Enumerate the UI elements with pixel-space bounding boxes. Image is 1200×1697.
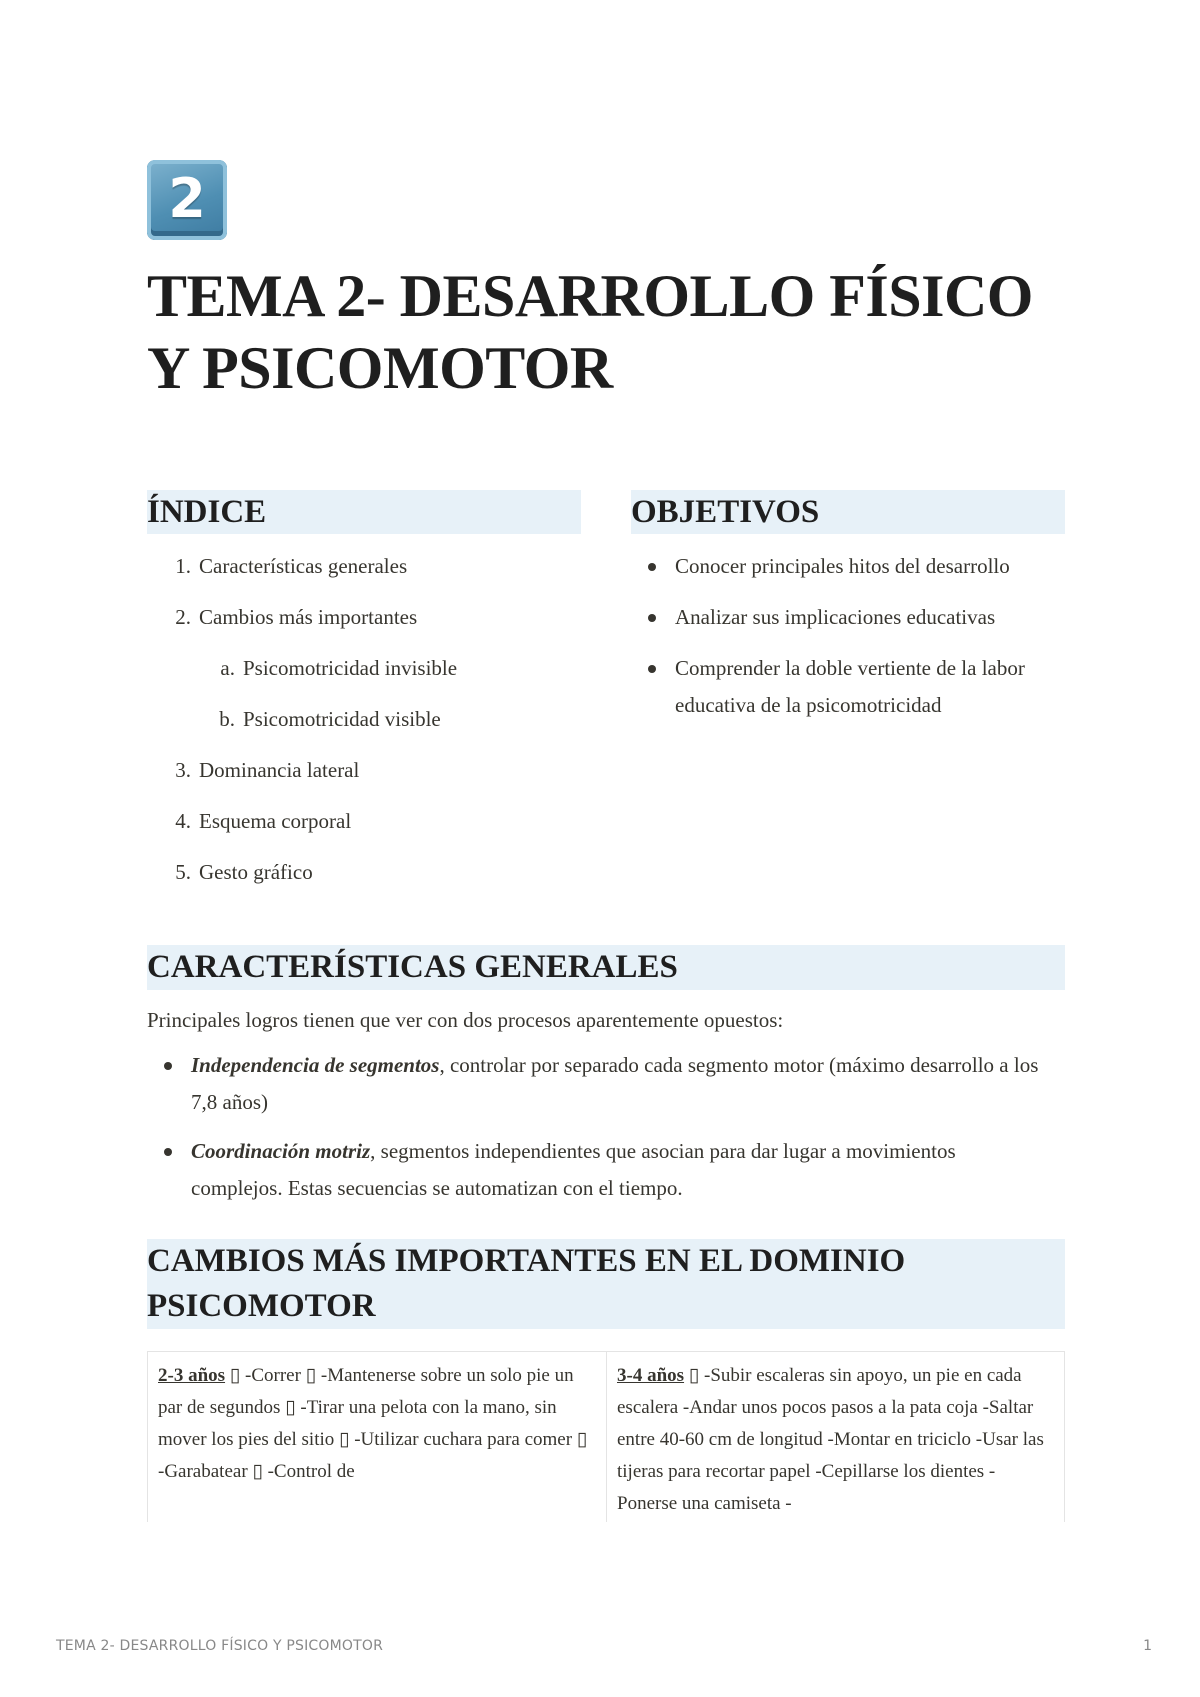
indice-list <box>147 548 581 891</box>
list-text: Esquema corporal <box>199 809 352 833</box>
age-label: 2-3 años <box>158 1365 226 1386</box>
objetivos-list <box>631 548 1065 724</box>
footer-title: TEMA 2- DESARROLLO FÍSICO Y PSICOMOTOR <box>56 1638 384 1654</box>
page-number: 1 <box>1143 1638 1152 1654</box>
bullet-text: , segmentos independientes que asocian para dar lugar a movimientos <box>370 1139 956 1163</box>
bullet-term: Coordinación motriz <box>191 1139 371 1163</box>
list-text: Psicomotricidad visible <box>243 707 441 731</box>
list-number: 5. <box>175 860 191 884</box>
objetivos-column <box>631 490 1065 905</box>
list-number: 4. <box>175 809 191 833</box>
bullet-continuation: complejos. Estas secuencias se automatizan con el tiempo. <box>191 1176 683 1200</box>
cambios-section <box>147 1239 1065 1522</box>
cambios-table <box>147 1351 1065 1522</box>
caracteristicas-intro: Principales logros tienen que ver con dos procesos aparentemente opuestos: <box>147 1008 784 1032</box>
objetivo-item: Analizar sus implicaciones educativas <box>631 599 1065 636</box>
caracteristicas-heading: CARACTERÍSTICAS GENERALES <box>147 945 1065 990</box>
document-page <box>147 160 1065 1522</box>
indice-subitem <box>147 650 581 687</box>
list-text: Características generales <box>199 554 408 578</box>
indice-column <box>147 490 581 905</box>
caracteristica-bullet <box>147 1133 1065 1207</box>
caracteristicas-section <box>147 945 1065 1207</box>
list-number: 3. <box>175 758 191 782</box>
objetivo-item: Conocer principales hitos del desarrollo <box>631 548 1065 585</box>
table-cell <box>606 1352 1065 1522</box>
bullet-text: , controlar por separado cada segmento motor (máximo desarrollo a los 7,8 años) <box>191 1053 1039 1114</box>
objetivo-item: Comprender la doble vertiente de la labor educativa de la psicomotricidad <box>631 650 1065 724</box>
list-number: 1. <box>175 554 191 578</box>
list-text: Psicomotricidad invisible <box>243 656 458 680</box>
indice-item <box>147 803 581 840</box>
list-text: Gesto gráfico <box>199 860 313 884</box>
age-label: 3-4 años <box>617 1365 685 1386</box>
indice-item <box>147 548 581 585</box>
objetivos-heading: OBJETIVOS <box>631 490 1065 534</box>
indice-item <box>147 599 581 636</box>
list-number: 2. <box>175 605 191 629</box>
caracteristica-bullet <box>147 1047 1065 1121</box>
bullet-term: Independencia de segmentos <box>191 1053 440 1077</box>
two-column-layout <box>147 490 1065 905</box>
indice-subitem <box>147 701 581 738</box>
indice-heading: ÍNDICE <box>147 490 581 534</box>
cell-text: ▯ -Subir escaleras sin apoyo, un pie en cada escalera -Andar unos pocos pasos a la pata coja -Saltar entre 40-60 cm de longitud -Montar en triciclo -Usar las tijeras para recortar papel -Cepillarse los dientes -Ponerse una camiseta - <box>617 1365 1044 1514</box>
list-text: Cambios más importantes <box>199 605 418 629</box>
list-letter: b. <box>219 707 235 731</box>
keycap-glyph: 2 <box>168 167 206 230</box>
table-cell <box>147 1352 606 1522</box>
list-text: Dominancia lateral <box>199 758 360 782</box>
indice-item <box>147 752 581 789</box>
cambios-heading: CAMBIOS MÁS IMPORTANTES EN EL DOMINIO PSICOMOTOR <box>147 1239 1065 1329</box>
indice-item <box>147 854 581 891</box>
cell-text: ▯ -Correr ▯ -Mantenerse sobre un solo pie un par de segundos ▯ -Tirar una pelota con la mano, sin mover los pies del sitio ▯ -Utilizar cuchara para comer ▯ -Garabatear ▯ -Control de <box>158 1365 588 1482</box>
list-letter: a. <box>220 656 235 680</box>
page-title: TEMA 2- DESARROLLO FÍSICO Y PSICOMOTOR <box>147 263 1033 401</box>
keycap-digit-two-icon <box>147 160 227 240</box>
